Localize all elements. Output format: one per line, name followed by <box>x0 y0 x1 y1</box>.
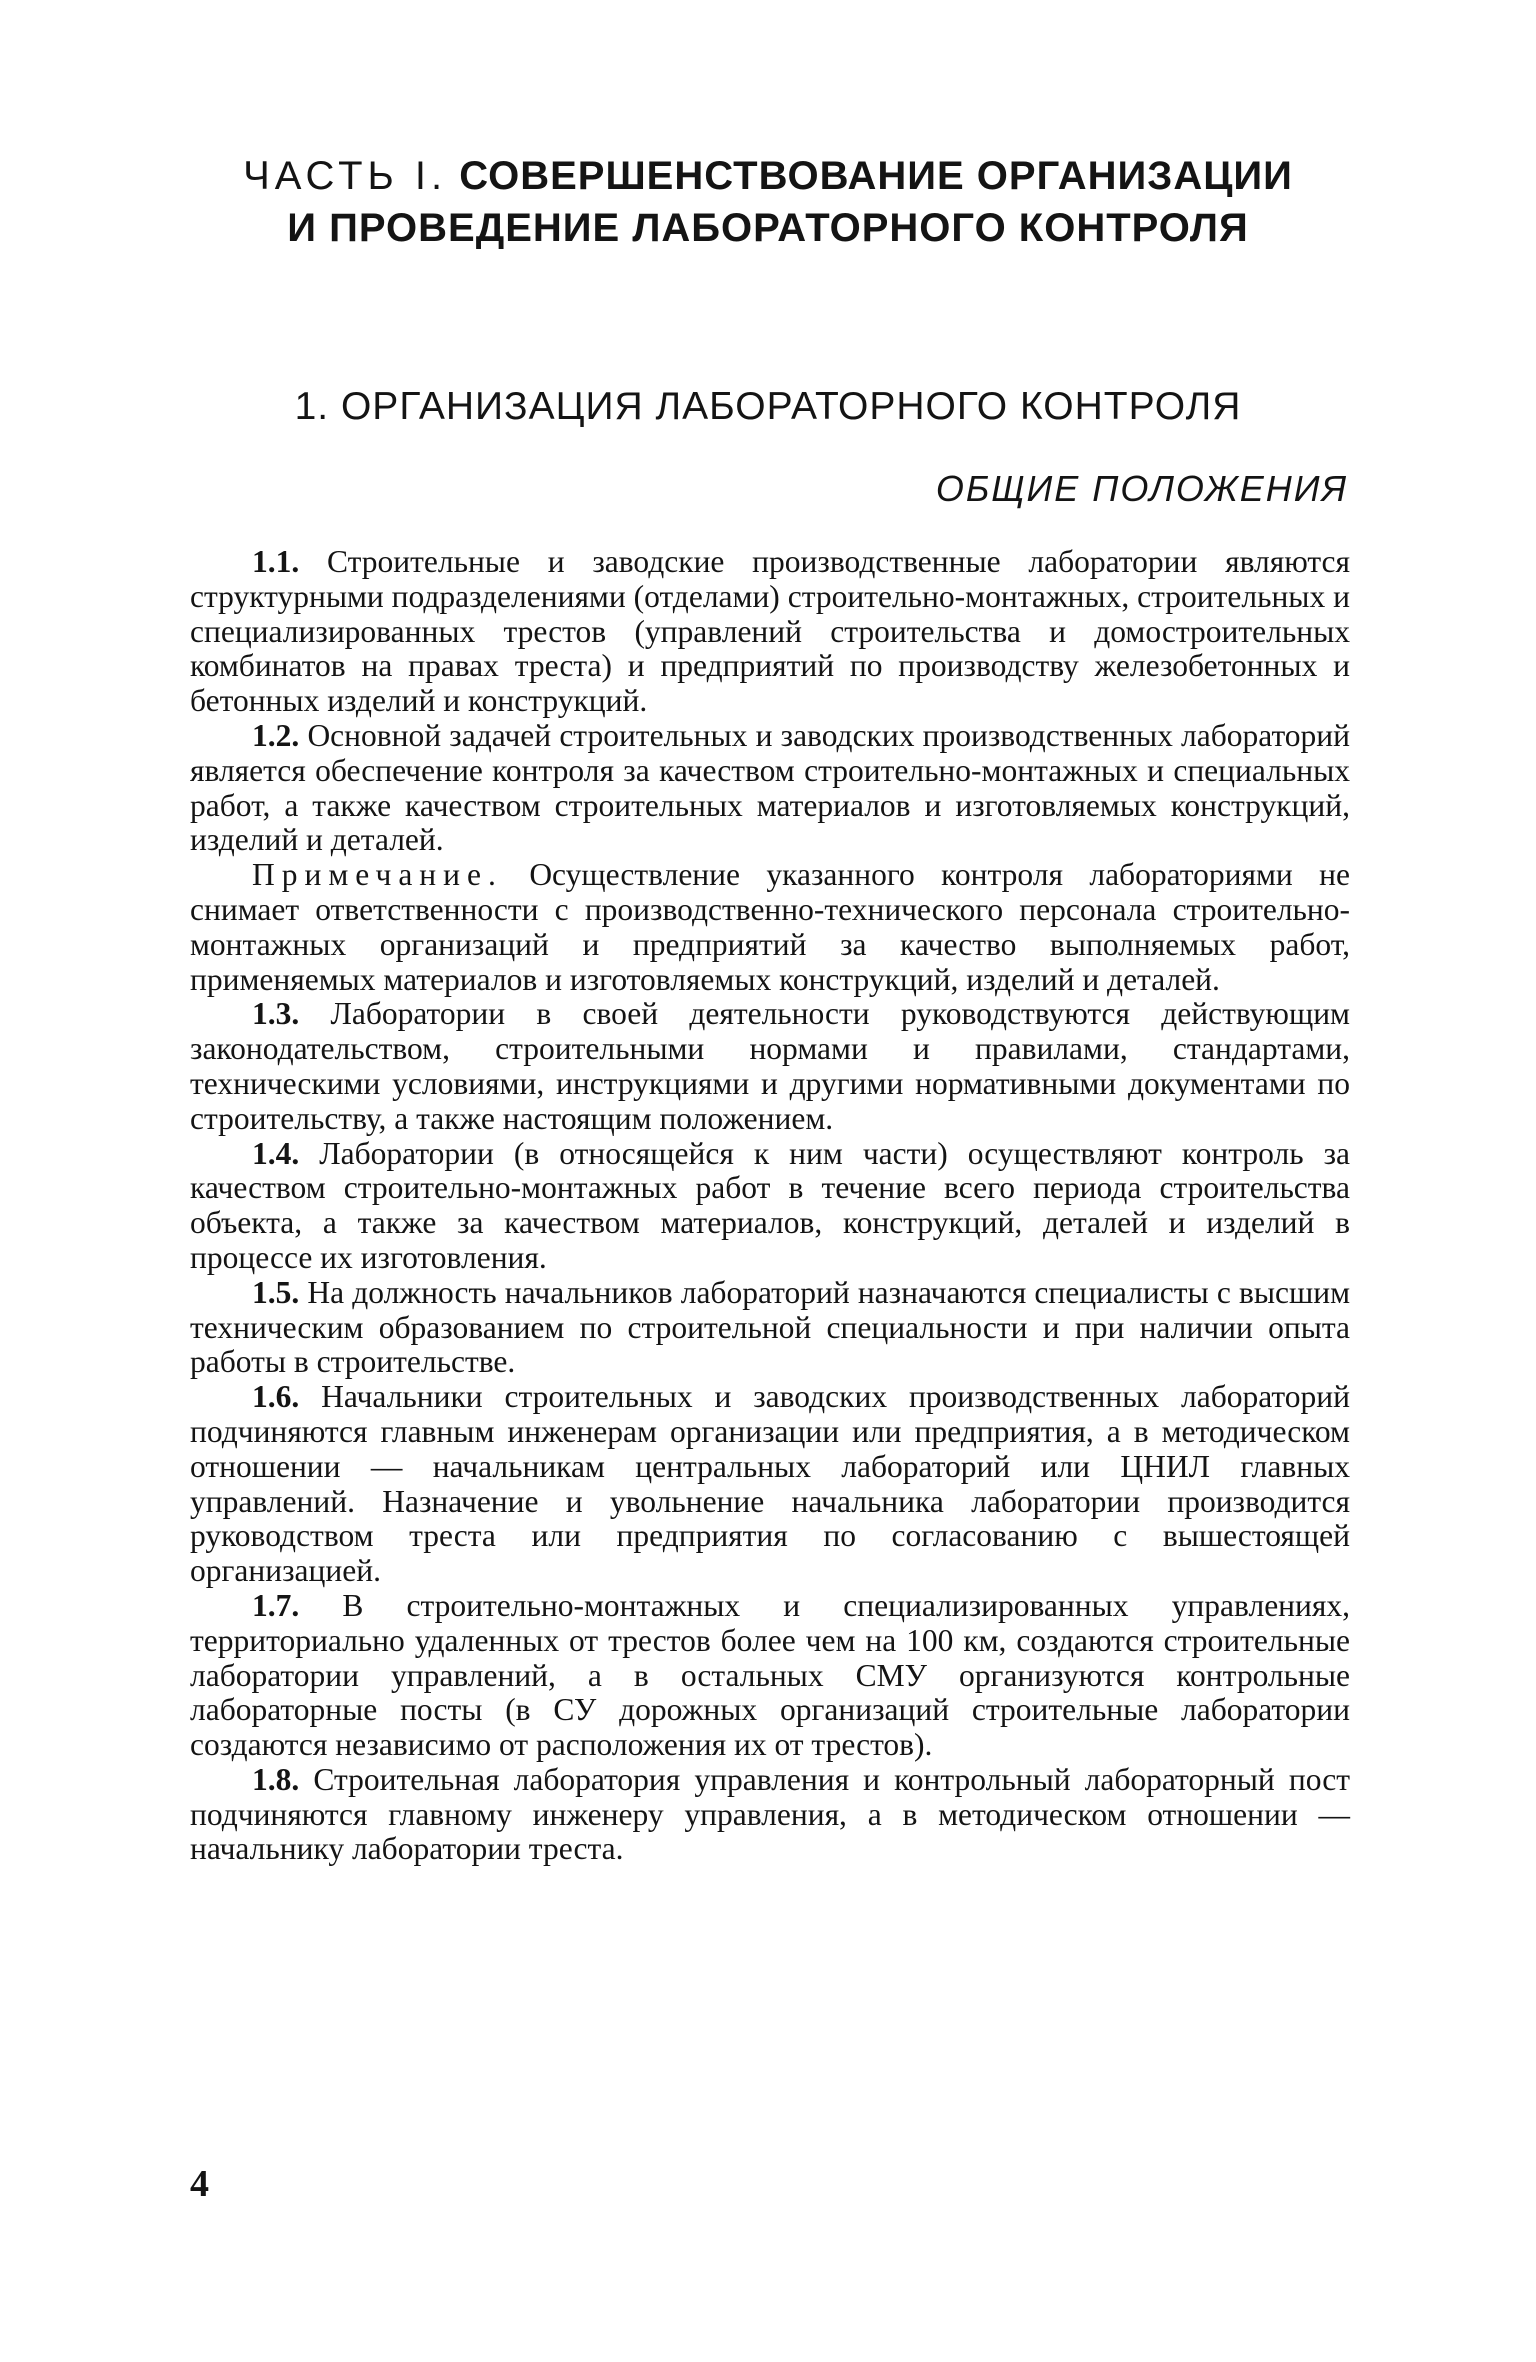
paragraph-1-5 <box>190 1276 1350 1380</box>
paragraph-1-4 <box>190 1137 1350 1276</box>
paragraph-text: Лаборатории в своей деятельности руководствуются действующим законодательством, строительными нормами и правилами, стандартами, техническими условиями, инструкциями и другими нормативными документами по строительству, а также настоящим положением. <box>190 996 1350 1136</box>
paragraph-1-8 <box>190 1763 1350 1867</box>
paragraph-text: Строительные и заводские производственные лаборатории являются структурными подразделениями (отделами) строительно-монтажных, строительных и специализированных трестов (управлений строительства и домостроительных комбинатов на правах треста) и предприятий по производству железобетонных и бетонных изделий и конструкций. <box>190 544 1351 719</box>
paragraph-1-1 <box>190 545 1350 719</box>
paragraph-text: Лаборатории (в относящейся к ним части) осуществляют контроль за качеством строительно-монтажных работ в течение всего периода строительства объекта, а также за качеством материалов, конструкций, деталей и изделий в процессе их изготовления. <box>190 1135 1351 1275</box>
paragraph-text: В строительно-монтажных и специализированных управлениях, территориально удаленных от трестов более чем на 100 км, создаются строительные лаборатории управлений, а в остальных СМУ организуются контрольные лабораторные посты (в СУ дорожных организаций строительные лаборатории создаются независимо от расположения их от трестов). <box>190 1587 1350 1763</box>
paragraph-number: 1.8. <box>252 1761 300 1797</box>
paragraph-1-3 <box>190 997 1350 1136</box>
paragraph-1-2 <box>190 719 1350 858</box>
note-paragraph <box>190 858 1350 997</box>
note-label: Примечание. <box>252 857 503 893</box>
paragraph-1-7 <box>190 1589 1350 1763</box>
chapter-heading: 1. ОРГАНИЗАЦИЯ ЛАБОРАТОРНОГО КОНТРОЛЯ <box>294 385 1242 428</box>
part-heading <box>150 150 1386 254</box>
paragraph-text: Основной задачей строительных и заводских производственных лабораторий является обеспечение контроля за качеством строительно-монтажных и специальных работ, а также качеством строительных материалов и изготовляемых конструкций, изделий и деталей. <box>190 717 1351 858</box>
paragraph-number: 1.2. <box>252 717 300 753</box>
paragraph-number: 1.6. <box>252 1379 300 1415</box>
part-heading-line-2: И ПРОВЕДЕНИЕ ЛАБОРАТОРНОГО КОНТРОЛЯ <box>287 206 1249 250</box>
part-label: ЧАСТЬ I. <box>243 154 448 198</box>
paragraph-text: Начальники строительных и заводских производственных лабораторий подчиняются главным инженерам организации или предприятия, а в методическом отношении — начальникам центральных лабораторий или ЦНИЛ главных управлений. Назначение и увольнение начальника лаборатории производится руководством треста или предприятия по согласованию с вышестоящей организацией. <box>190 1379 1351 1589</box>
paragraph-number: 1.4. <box>252 1135 300 1171</box>
paragraph-text: Осуществление указанного контроля лабораториями не снимает ответственности с производственно-технического персонала строительно-монтажных организаций и предприятий за качество выполняемых работ, применяемых материалов и изготовляемых конструкций, изделий и деталей. <box>190 857 1350 997</box>
part-heading-line-1 <box>150 150 1386 202</box>
paragraph-number: 1.5. <box>252 1274 300 1310</box>
part-heading-line-1-text: СОВЕРШЕНСТВОВАНИЕ ОРГАНИЗАЦИИ <box>459 154 1293 198</box>
paragraph-text: На должность начальников лабораторий назначаются специалисты с высшим техническим образованием по строительной специальности и при наличии опыта работы в строительстве. <box>190 1274 1351 1380</box>
paragraph-1-6 <box>190 1380 1350 1589</box>
section-heading: ОБЩИЕ ПОЛОЖЕНИЯ <box>935 468 1348 509</box>
page-number: 4 <box>190 2163 209 2205</box>
body-text <box>190 545 1350 1867</box>
paragraph-number: 1.7. <box>252 1587 300 1623</box>
paragraph-number: 1.3. <box>252 996 300 1032</box>
paragraph-text: Строительная лаборатория управления и контрольный лабораторный пост подчиняются главному инженеру управления, а в методическом отношении — начальнику лаборатории треста. <box>190 1761 1351 1867</box>
paragraph-number: 1.1. <box>252 544 300 579</box>
